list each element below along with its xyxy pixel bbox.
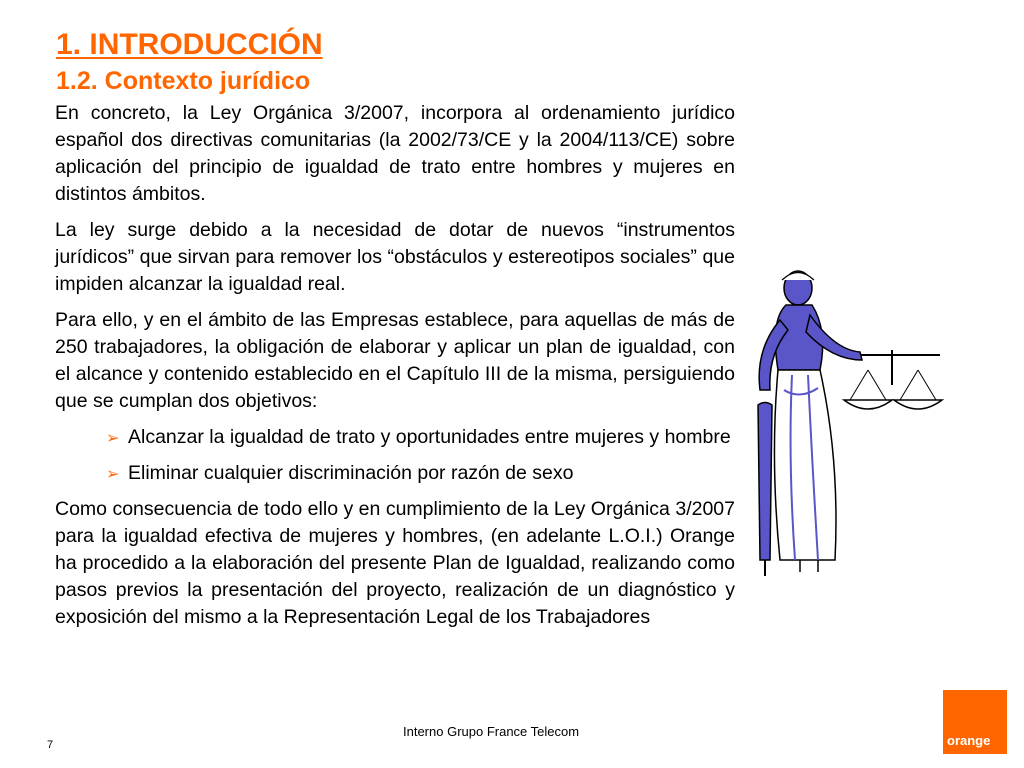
- paragraph-3: Para ello, y en el ámbito de las Empresas establece, para aquellas de más de 250 trabajadores, la obligación de elaborar y aplicar un plan de igualdad, con el alcance y contenido establecido en el Capítulo III de la misma, persiguiendo que se cumplan dos objetivos:: [55, 309, 735, 412]
- bullet-arrow-icon: ➢: [106, 430, 120, 447]
- bullet-arrow-icon: ➢: [106, 466, 120, 483]
- paragraph-2: La ley surge debido a la necesidad de dotar de nuevos “instrumentos jurídicos” que sirvan para remover los “obstáculos y estereotipos sociales” que impiden alcanzar la igualdad real.: [55, 219, 735, 295]
- slide-title: 1. INTRODUCCIÓN: [56, 28, 323, 61]
- paragraph-4: Como consecuencia de todo ello y en cumplimiento de la Ley Orgánica 3/2007 para la igualdad efectiva de mujeres y hombres, (en adelante L.O.I.) Orange ha procedido a la elaboración del presente Plan de Igualdad, realizando como pasos previos la presentación del proyecto, realización de un diagnóstico y exposición del mismo a la Representación Legal de los Trabajadores: [55, 498, 735, 628]
- page-number: 7: [47, 739, 54, 751]
- bullet-item-2: [55, 460, 735, 488]
- bullet-text-2: Eliminar cualquier discriminación por razón de sexo: [128, 462, 574, 484]
- paragraph-1: En concreto, la Ley Orgánica 3/2007, incorpora al ordenamiento jurídico español dos directivas comunitarias (la 2002/73/CE y la 2004/113/CE) sobre aplicación del principio de igualdad de trato entre hombres y mujeres en distintos ámbitos.: [55, 102, 735, 205]
- bullet-item-1: [55, 424, 735, 452]
- logo-text: orange: [947, 733, 991, 748]
- bullet-text-1: Alcanzar la igualdad de trato y oportunidades entre mujeres y hombre: [128, 426, 731, 448]
- orange-logo: [943, 690, 1007, 754]
- slide-subtitle: 1.2. Contexto jurídico: [56, 67, 311, 95]
- lady-justice-icon: [740, 260, 955, 580]
- slide-body: [55, 100, 735, 631]
- footer-text: Interno Grupo France Telecom: [403, 724, 580, 739]
